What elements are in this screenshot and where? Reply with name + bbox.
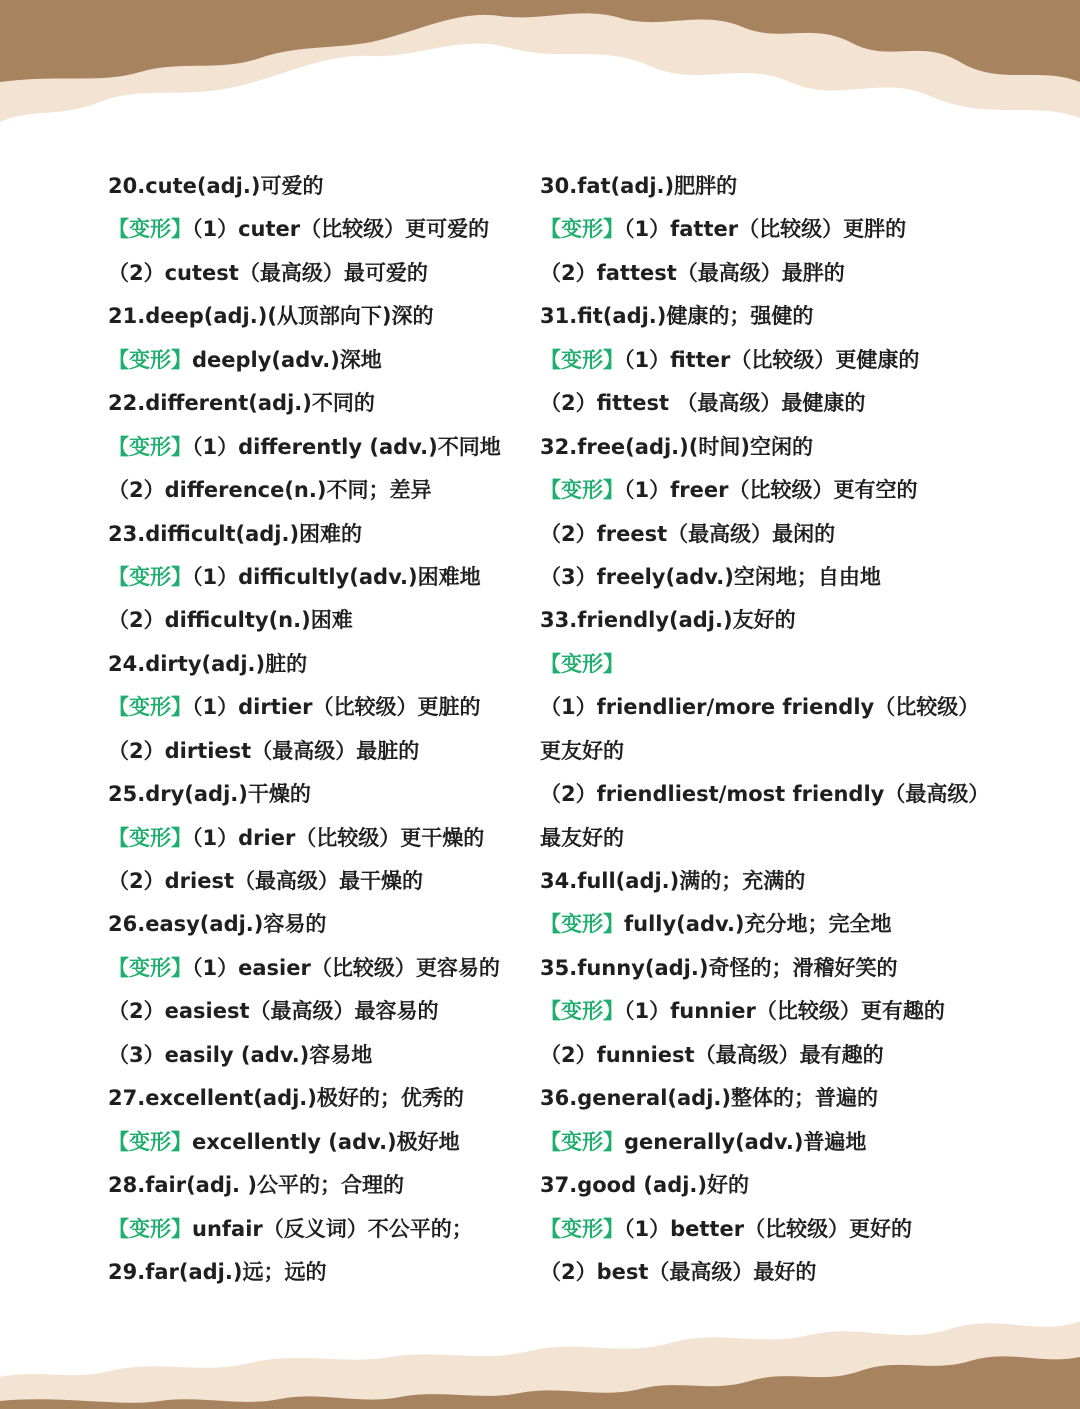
vocab-line	[108, 730, 533, 773]
vocab-line	[540, 339, 990, 382]
vocab-line	[540, 556, 990, 599]
vocab-text: excellently (adv.)极好地	[192, 1129, 460, 1154]
vocab-text: （2）dirtiest（最高级）最脏的	[108, 738, 420, 763]
vocab-text: （2）difficulty(n.)困难	[108, 608, 353, 633]
vocab-line	[540, 469, 990, 512]
vocab-line	[540, 686, 990, 729]
vocab-line	[540, 1251, 990, 1294]
vocab-text: 20.cute(adj.)可爱的	[108, 174, 324, 198]
vocab-line	[108, 643, 533, 686]
vocab-text: 24.dirty(adj.)脏的	[108, 651, 308, 676]
variant-tag: 【变形】	[540, 347, 624, 372]
vocab-text: （1）freer（比较级）更有空的	[624, 478, 918, 503]
variant-tag: 【变形】	[540, 1129, 624, 1154]
vocab-line	[540, 1208, 990, 1251]
vocab-line	[108, 295, 533, 338]
variant-tag: 【变形】	[108, 1129, 192, 1154]
vocab-text: unfair（反义词）不公平的；	[192, 1216, 473, 1241]
vocab-line	[108, 860, 533, 903]
variant-tag: 【变形】	[108, 955, 192, 980]
vocab-text: 27.excellent(adj.)极好的；优秀的	[108, 1086, 464, 1111]
vocab-line	[540, 295, 990, 338]
vocab-text: 37.good (adj.)好的	[540, 1173, 750, 1198]
vocab-text: （1）friendlier/more friendly（比较级）	[540, 695, 980, 720]
vocab-text: （2）driest（最高级）最干燥的	[108, 869, 423, 893]
vocab-text: （1）dirtier（比较级）更脏的	[192, 695, 481, 720]
vocab-line	[540, 1121, 990, 1164]
variant-tag: 【变形】	[108, 695, 192, 720]
vocab-text: 28.fair(adj. )公平的；合理的	[108, 1173, 404, 1198]
vocab-text: （3）freely(adv.)空闲地；自由地	[540, 564, 881, 589]
vocab-line	[108, 1121, 533, 1164]
variant-tag: 【变形】	[540, 478, 624, 503]
vocab-line	[108, 426, 533, 469]
vocab-text: （1）difficultly(adv.)困难地	[192, 564, 481, 589]
vocab-text: 25.dry(adj.)干燥的	[108, 782, 311, 807]
vocab-line	[540, 1077, 990, 1120]
vocab-text: （2）fittest （最高级）最健康的	[540, 391, 866, 416]
vocab-text: （1）cuter（比较级）更可爱的	[192, 217, 490, 242]
vocab-text: 22.different(adj.)不同的	[108, 391, 375, 416]
vocab-text: 最友好的	[540, 825, 624, 850]
vocab-line	[540, 730, 990, 773]
variant-tag: 【变形】	[108, 1216, 192, 1241]
vocab-line	[540, 382, 990, 425]
variant-tag: 【变形】	[540, 217, 624, 242]
vocab-line	[108, 686, 533, 729]
variant-tag: 【变形】	[108, 217, 192, 242]
variant-tag: 【变形】	[540, 912, 624, 937]
vocab-line	[108, 1034, 533, 1077]
vocab-line	[108, 1251, 533, 1294]
vocab-text: （2）cutest（最高级）最可爱的	[108, 260, 428, 285]
vocab-line	[540, 990, 990, 1033]
variant-tag: 【变形】	[540, 651, 624, 676]
bottom-torn-paper-border	[0, 1299, 1080, 1409]
vocab-line	[540, 165, 990, 208]
vocab-line	[108, 252, 533, 295]
vocab-line	[108, 382, 533, 425]
vocab-line	[108, 599, 533, 642]
vocab-line	[540, 599, 990, 642]
vocab-text: 更友好的	[540, 738, 624, 763]
vocab-text: （2）best（最高级）最好的	[540, 1259, 817, 1284]
vocab-line	[108, 469, 533, 512]
vocab-line	[108, 1208, 533, 1251]
vocab-text: （3）easily (adv.)容易地	[108, 1042, 373, 1067]
vocab-line	[540, 817, 990, 860]
vocab-text: （1）better（比较级）更好的	[624, 1216, 913, 1241]
vocab-line	[108, 165, 533, 208]
vocab-text: 33.friendly(adj.)友好的	[540, 608, 796, 633]
vocab-text: deeply(adv.)深地	[192, 347, 382, 372]
vocab-text: （2）easiest（最高级）最容易的	[108, 999, 439, 1024]
vocab-text: 21.deep(adj.)(从顶部向下)深的	[108, 304, 434, 329]
vocab-text: 29.far(adj.)远；远的	[108, 1259, 327, 1284]
vocab-line	[108, 513, 533, 556]
vocab-text: 31.fit(adj.)健康的；强健的	[540, 304, 814, 329]
vocab-line	[108, 817, 533, 860]
vocab-text: fully(adv.)充分地；完全地	[624, 912, 892, 937]
vocab-line	[108, 556, 533, 599]
vocab-text: 32.free(adj.)(时间)空闲的	[540, 434, 813, 459]
vocab-text: （1）fatter（比较级）更胖的	[624, 217, 907, 242]
vocab-line	[108, 947, 533, 990]
vocab-line	[540, 1164, 990, 1207]
vocab-line	[540, 860, 990, 903]
vocab-line	[540, 643, 990, 686]
vocab-text: （2）friendliest/most friendly（最高级）	[540, 782, 990, 807]
vocab-text: （2）difference(n.)不同；差异	[108, 478, 432, 503]
vocab-text: 23.difficult(adj.)困难的	[108, 521, 363, 546]
vocab-line	[540, 1034, 990, 1077]
vocab-line	[540, 513, 990, 556]
variant-tag: 【变形】	[108, 564, 192, 589]
top-torn-paper-border	[0, 0, 1080, 150]
right-column	[540, 165, 990, 1294]
vocab-text: （1）easier（比较级）更容易的	[192, 955, 500, 980]
vocab-line	[108, 208, 533, 251]
vocab-line	[108, 1164, 533, 1207]
vocab-text: 34.full(adj.)满的；充满的	[540, 869, 806, 893]
vocab-line	[540, 426, 990, 469]
vocab-line	[540, 208, 990, 251]
vocab-text: generally(adv.)普遍地	[624, 1129, 867, 1154]
vocab-line	[108, 773, 533, 816]
vocab-line	[108, 1077, 533, 1120]
vocab-text: （1）fitter（比较级）更健康的	[624, 347, 920, 372]
variant-tag: 【变形】	[108, 434, 192, 459]
vocab-line	[108, 990, 533, 1033]
vocab-line	[540, 903, 990, 946]
vocab-line	[540, 947, 990, 990]
vocab-text: （1）differently (adv.)不同地	[192, 434, 501, 459]
vocab-text: 26.easy(adj.)容易的	[108, 912, 327, 937]
vocab-text: （1）drier（比较级）更干燥的	[192, 825, 485, 850]
vocab-line	[108, 903, 533, 946]
variant-tag: 【变形】	[540, 1216, 624, 1241]
vocab-text: 36.general(adj.)整体的；普遍的	[540, 1086, 878, 1111]
variant-tag: 【变形】	[540, 999, 624, 1024]
vocab-text: （2）funniest（最高级）最有趣的	[540, 1042, 884, 1067]
vocab-text: （1）funnier（比较级）更有趣的	[624, 999, 945, 1024]
vocab-text: 35.funny(adj.)奇怪的；滑稽好笑的	[540, 955, 898, 980]
vocab-text: （2）freest（最高级）最闲的	[540, 521, 836, 546]
vocab-text: （2）fattest（最高级）最胖的	[540, 260, 845, 285]
variant-tag: 【变形】	[108, 347, 192, 372]
vocab-line	[108, 339, 533, 382]
vocab-line	[540, 252, 990, 295]
vocab-text: 30.fat(adj.)肥胖的	[540, 174, 738, 198]
variant-tag: 【变形】	[108, 825, 192, 850]
vocab-line	[540, 773, 990, 816]
left-column	[108, 165, 533, 1294]
